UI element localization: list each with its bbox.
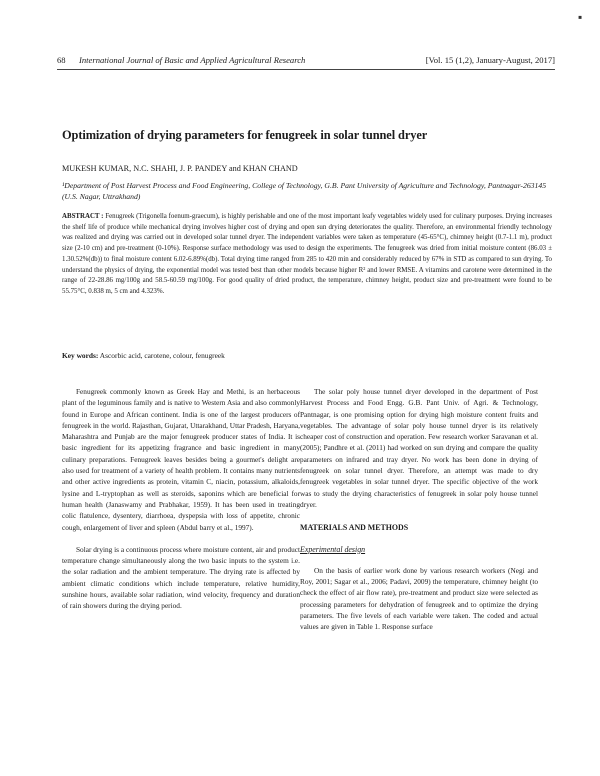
author-affiliation: ¹Department of Post Harvest Process and Food Engineering, College of Technology, G.B. Pant University of Agriculture and Technology, Pantnagar-263145 (U.S. Nagar, Uttrakhand): [62, 181, 547, 201]
keywords-line: [62, 351, 552, 360]
methods-paragraph: On the basis of earlier work done by various research workers (Negi and Roy, 2001; Sagar et al., 2006; Padavi, 2009) the temperature, chimney height (to check the effect of air flow rate), pre-treatment and product size were selected as processing parameters for dehydration of fenugreek and to optimize the drying parameters. The five levels of each variable were taken. The coded and actual values are given in Table 1. Response surface: [300, 565, 538, 632]
section-heading-materials-methods: MATERIALS AND METHODS: [300, 523, 409, 533]
header-divider: [57, 69, 555, 70]
abstract-label: ABSTRACT :: [62, 213, 104, 220]
corner-square-mark: ▪: [578, 10, 583, 24]
volume-info: [Vol. 15 (1,2), January-August, 2017]: [425, 55, 555, 65]
keywords-label: Key words:: [62, 351, 99, 360]
page-number: 68: [57, 55, 66, 65]
abstract-block: [62, 212, 552, 298]
left-column: [62, 386, 300, 623]
journal-name: International Journal of Basic and Applied Agricultural Research: [79, 55, 306, 65]
author-list: MUKESH KUMAR, N.C. SHAHI, J. P. PANDEY and KHAN CHAND: [62, 164, 298, 173]
right-column: [300, 386, 538, 644]
dryer-paragraph: The solar poly house tunnel dryer developed in the department of Post Harvest Process and Food Engg. G.B. Pant Univ. of Agri. & Technology, Pantnagar, is one promising option for drying high moisture content fruits and vegetables. The advantage of solar poly house tunnel dryer is its relatively cheaper cost of construction and operation. Few research worker Saravanan et al. (2005); Pandhre et al. (2011) had worked on sun drying and compare the quality parameters on infrared and tray dryer. No work has been done in drying of fenugreek on solar tunnel dryer. Therefore, an attempt was made to dry fenugreek vegetables in solar tunnel dryer. The specific objective of the work was to study the drying characteristics of fenugreek in solar poly house tunnel dryer.: [300, 387, 538, 509]
keywords-text: Ascorbic acid, carotene, colour, fenugreek: [99, 351, 225, 360]
article-title: Optimization of drying parameters for fenugreek in solar tunnel dryer: [62, 128, 428, 142]
subsection-heading-experimental-design: Experimental design: [300, 544, 366, 554]
solar-drying-paragraph: Solar drying is a continuous process where moisture content, air and product temperature change simultaneously along the two basic inputs to the system i.e. the solar radiation and the ambient temperature. The drying rate is affected by ambient climatic conditions which include temperature, relative humidity, sunshine hours, available solar radiation, wind velocity, frequency and duration of rain showers during the drying period.: [62, 544, 300, 611]
intro-paragraph: Fenugreek commonly known as Greek Hay and Methi, is an herbaceous plant of the leguminous family and is native to Western Asia and also commonly found in Europe and African continent. India is one of the largest producers of fenugreek in the world. Rajasthan, Gujarat, Uttarakhand, Uttar Pradesh, Haryana, Maharashtra and Punjab are the major fenugreek producer states of India. It is basic ingredient for its appetizing fragrance and basic ingredient in many culinary preparations. Fenugreek leaves besides being a gourmet's delight are also used for treatment of a variety of health problem. It contains many nutrients and other active ingredients as protein, vitamin C, niacin, potassium, alkaloids, lysine and L-tryptophan as well as steroids, saponins which are beneficial for human health (Janaswamy and Prabhakar, 1959). It has been used in treating colic flatulence, dysentery, diarrhoea, dyspepsia with loss of appetite, chronic cough, enlargement of liver and spleen (Abdul barry et al., 1997).: [62, 387, 300, 532]
abstract-text: Fenugreek (Trigonella foenum-graecum), is highly perishable and one of the most important leafy vegetables widely used for culinary purposes. Drying increases the shelf life of produce while mechanical drying involves higher cost of drying and open sun drying deteriorates the quality. Therefore, an environmental friendly technology was realized and drying was carried out in developed solar tunnel dryer. The independent variables were taken as temperature (45-65°C), chimney height (0.7-1.1 m), product size (2-10 cm) and pre-treatment (0-10%). Response surface methodology was used to design the experiments. The fenugreek was dried from initial moisture content (86.03 ± 1.30.52%(db)) to final moisture content 6.02-6.89%(db). Total drying time ranged from 285 to 420 min and considerably reduced by 67% in STD as compared to sun drying. To understand the physics of drying, the exponential model was tested best than other models because higher R² and lower RMSE. A vitamins and carotene were determined in the range of 22-28.86 mg/100g and 58.5-60.59 mg/100g. For good quality of dried product, the temperature, chimney height, product size and pre-treatment were found to be 55.75°C, 0.838 m, 5 cm and 4.323%.: [62, 213, 552, 295]
